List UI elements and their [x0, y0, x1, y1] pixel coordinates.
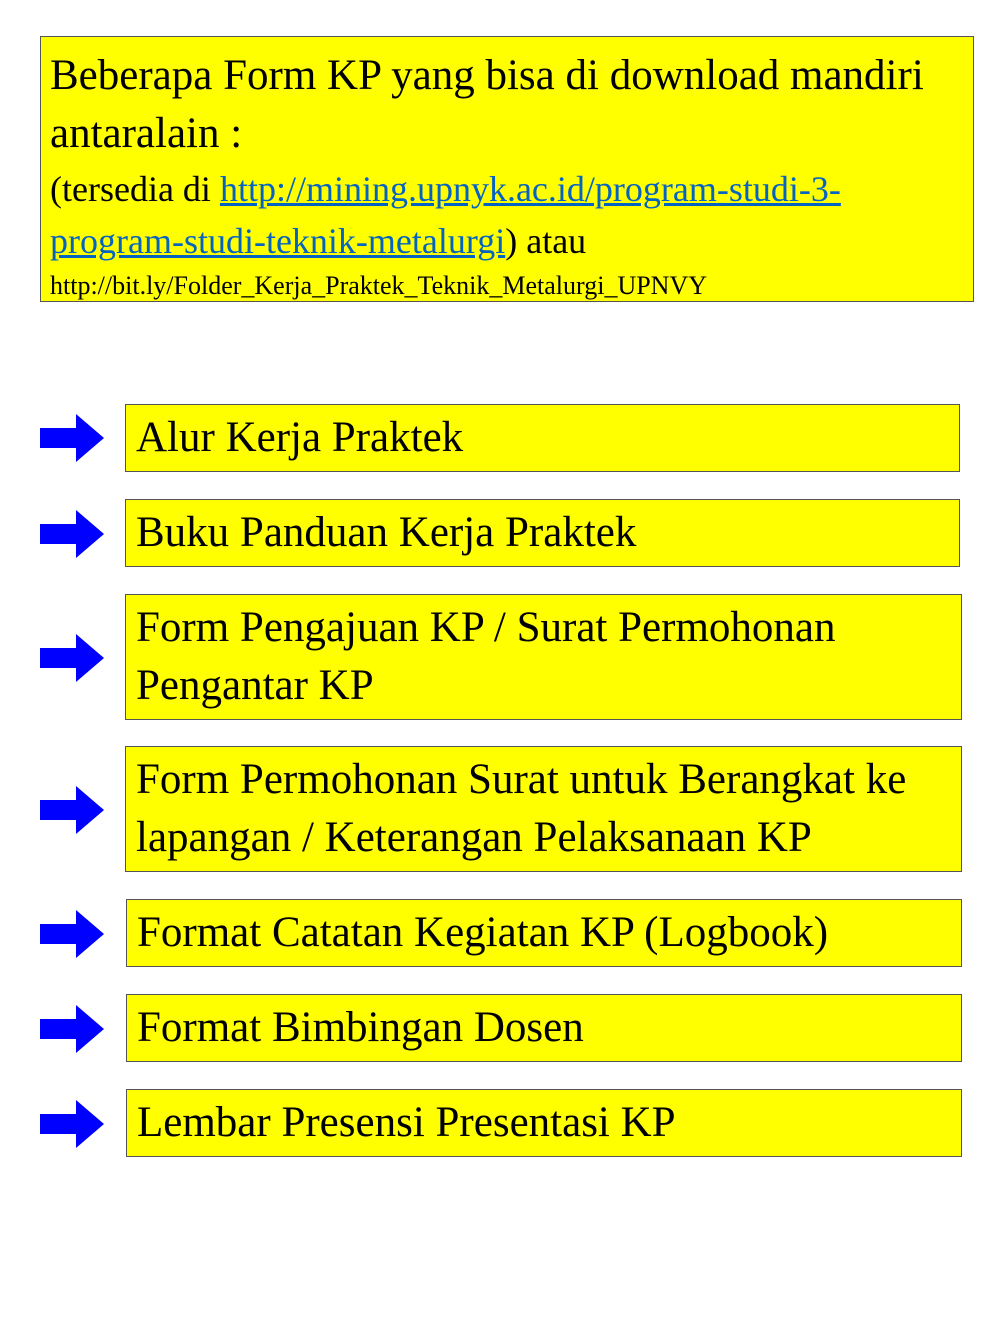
arrow-right-icon: [40, 786, 104, 834]
alt-link[interactable]: http://bit.ly/Folder_Kerja_Praktek_Teknik_Metalurgi_UPNVY: [50, 271, 708, 300]
source-link[interactable]: http://mining.upnyk.ac.id/program-studi-3-program-studi-teknik-metalurgi: [50, 169, 841, 261]
form-item-alur-kerja-praktek[interactable]: Alur Kerja Praktek: [125, 404, 960, 472]
arrow-right-icon: [40, 510, 104, 558]
form-item-buku-panduan[interactable]: Buku Panduan Kerja Praktek: [125, 499, 960, 567]
form-item-form-permohonan-surat[interactable]: Form Permohonan Surat untuk Berangkat ke lapangan / Keterangan Pelaksanaan KP: [125, 746, 962, 872]
arrow-right-icon: [40, 1100, 104, 1148]
form-item-format-logbook[interactable]: Format Catatan Kegiatan KP (Logbook): [126, 899, 962, 967]
info-source: [50, 163, 964, 267]
form-item-format-bimbingan[interactable]: Format Bimbingan Dosen: [126, 994, 962, 1062]
arrow-right-icon: [40, 1005, 104, 1053]
source-suffix: ) atau: [505, 221, 587, 261]
arrow-right-icon: [40, 414, 104, 462]
source-prefix: (tersedia di: [50, 169, 220, 209]
info-title: Beberapa Form KP yang bisa di download mandiri antaralain :: [50, 52, 924, 157]
form-item-lembar-presensi[interactable]: Lembar Presensi Presentasi KP: [126, 1089, 962, 1157]
info-box: [40, 36, 974, 302]
form-item-form-pengajuan[interactable]: Form Pengajuan KP / Surat Permohonan Pengantar KP: [125, 594, 962, 720]
arrow-right-icon: [40, 634, 104, 682]
arrow-right-icon: [40, 910, 104, 958]
